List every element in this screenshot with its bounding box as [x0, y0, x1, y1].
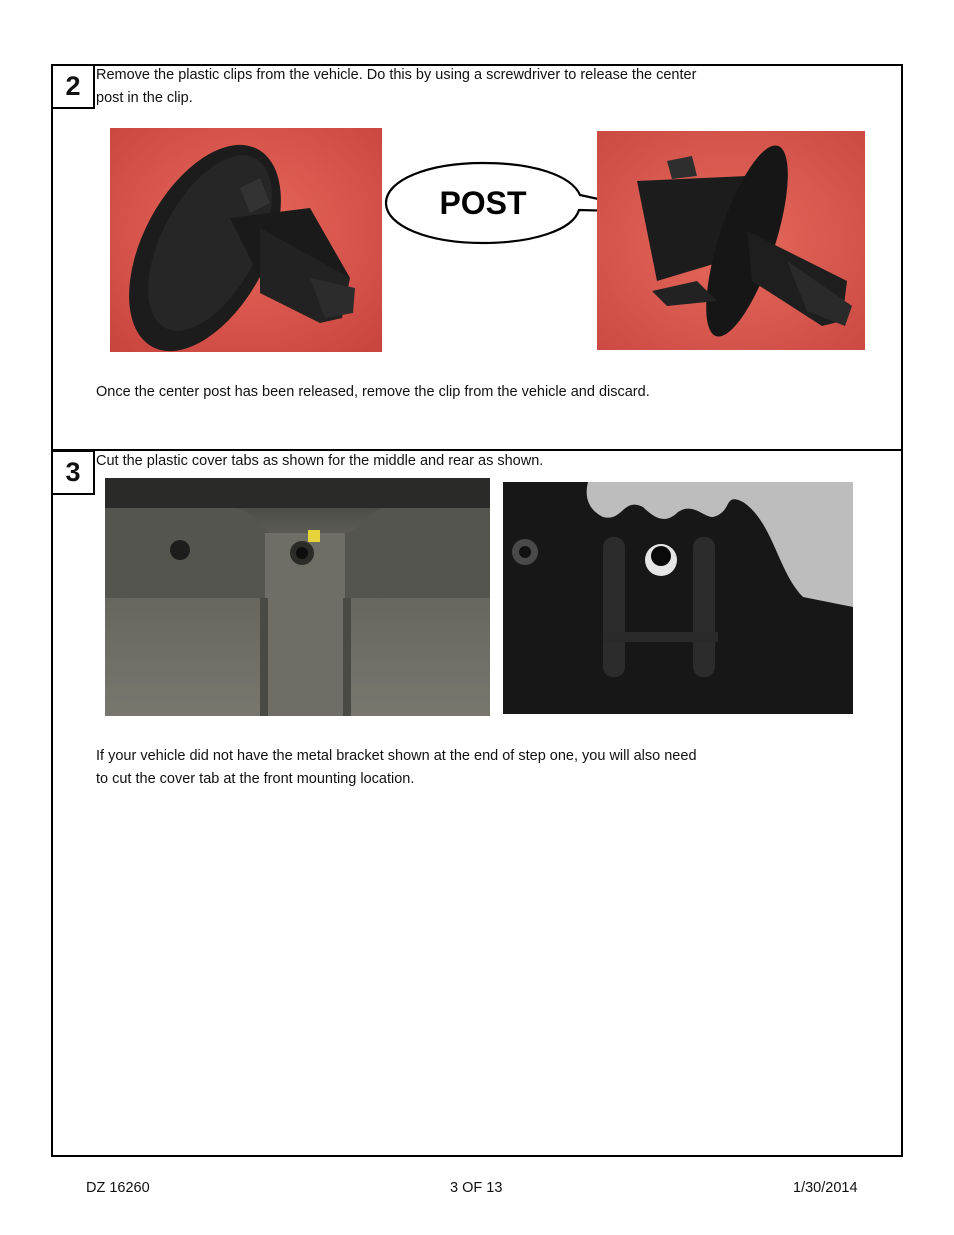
clip-photo-front [110, 128, 382, 352]
step-3-note-line1: If your vehicle did not have the metal bracket shown at the end of step one, you will also need [96, 748, 697, 764]
step-2-instruction-line2: post in the clip. [96, 90, 193, 106]
step-2-instruction-line1: Remove the plastic clips from the vehicle. Do this by using a screwdriver to release the center [96, 67, 697, 83]
step-3-instruction: Cut the plastic cover tabs as shown for the middle and rear as shown. [96, 453, 544, 469]
step-3-note-line2: to cut the cover tab at the front mounting location. [96, 771, 415, 787]
step-2-number: 2 [51, 64, 95, 109]
footer-page-number: 3 OF 13 [450, 1180, 503, 1196]
clip-photo-side [597, 131, 865, 350]
cover-tab-photo-rear [503, 482, 853, 714]
footer-doc-id: DZ 16260 [86, 1180, 150, 1196]
step-3-number: 3 [51, 450, 95, 495]
cover-tab-photo-middle [105, 478, 490, 716]
post-callout-label: POST [439, 184, 527, 221]
step-2-followup: Once the center post has been released, remove the clip from the vehicle and discard. [96, 384, 650, 400]
footer-date: 1/30/2014 [793, 1180, 858, 1196]
